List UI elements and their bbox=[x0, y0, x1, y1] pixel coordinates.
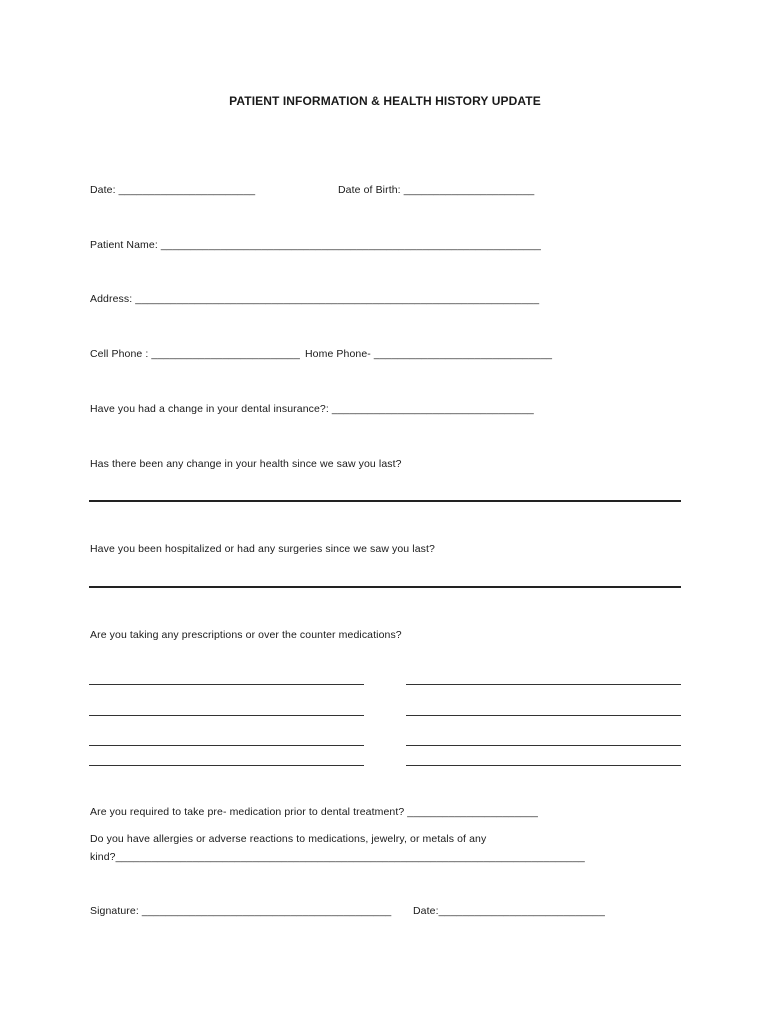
form-title: PATIENT INFORMATION & HEALTH HISTORY UPDATE bbox=[229, 94, 541, 108]
cell-phone-field[interactable]: Cell Phone : _________________________ bbox=[90, 348, 300, 360]
home-phone-field[interactable]: Home Phone- ______________________________ bbox=[305, 348, 553, 360]
hospitalized-answer-line[interactable] bbox=[89, 586, 681, 588]
medications-question: Are you taking any prescriptions or over the counter medications? bbox=[90, 629, 402, 641]
date-of-birth-field[interactable]: Date of Birth: ______________________ bbox=[338, 184, 535, 196]
allergies-answer-field[interactable]: kind?_______________________________________________________________________________ bbox=[90, 851, 585, 863]
medication-line-left-2[interactable] bbox=[89, 715, 364, 716]
patient-name-field[interactable]: Patient Name: ________________________________________________________________ bbox=[90, 239, 541, 251]
health-change-answer-line[interactable] bbox=[89, 500, 681, 502]
premedication-question[interactable]: Are you required to take pre- medication prior to dental treatment? ______________________ bbox=[90, 806, 538, 818]
address-field[interactable]: Address: ____________________________________________________________________ bbox=[90, 293, 540, 305]
medication-line-right-4[interactable] bbox=[406, 765, 681, 766]
medication-line-left-4[interactable] bbox=[89, 765, 364, 766]
medication-line-left-3[interactable] bbox=[89, 745, 364, 746]
health-change-question: Has there been any change in your health since we saw you last? bbox=[90, 458, 402, 470]
medication-line-right-2[interactable] bbox=[406, 715, 681, 716]
hospitalized-question: Have you been hospitalized or had any surgeries since we saw you last? bbox=[90, 543, 435, 555]
date-field[interactable]: Date: _______________________ bbox=[90, 184, 256, 196]
allergies-question: Do you have allergies or adverse reactions to medications, jewelry, or metals of any bbox=[90, 833, 487, 845]
medication-line-left-1[interactable] bbox=[89, 684, 364, 685]
signature-date-field[interactable]: Date:____________________________ bbox=[413, 905, 605, 917]
medication-line-right-1[interactable] bbox=[406, 684, 681, 685]
signature-field[interactable]: Signature: __________________________________________ bbox=[90, 905, 392, 917]
dental-insurance-question[interactable]: Have you had a change in your dental insurance?: __________________________________ bbox=[90, 403, 534, 415]
medication-line-right-3[interactable] bbox=[406, 745, 681, 746]
